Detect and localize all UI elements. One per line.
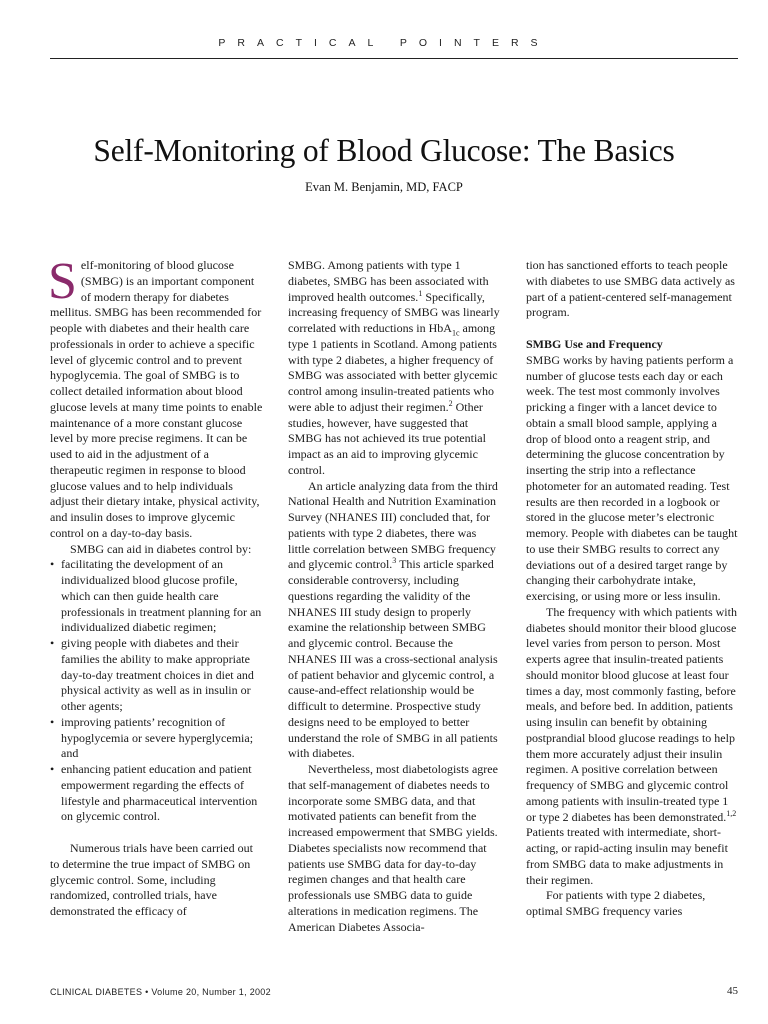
running-header: PRACTICAL POINTERS (218, 37, 550, 49)
section-subheading: SMBG Use and Frequency (526, 337, 663, 351)
intro-paragraph (48, 253, 263, 542)
benefit-list (50, 557, 263, 825)
reference-marker: 1,2 (726, 808, 737, 818)
page-number: 45 (727, 985, 738, 997)
type2-paragraph: For patients with type 2 diabetes, optimal SMBG frequency varies (526, 888, 706, 918)
body-text: Specifically, increasing frequency of SMBG was linearly correlated with reductions in HbA (288, 289, 500, 335)
article-author: Evan M. Benjamin, MD, FACP (305, 180, 463, 194)
body-text: This article sparked considerable controversy, including questions regarding the validity of the NHANES III study design to properly examine the relationship between SMBG and glycemic control. Because the NHANES III was a cross-sectional analysis of patient behavior and glycemic control, a cause-and-effect relationship would be difficult to determine. Prospective study designs need to be employed to better understand the role of SMBG in all patients with diabetes. (288, 557, 498, 761)
trials-paragraph: Numerous trials have been carried out to determine the true impact of SMBG on glycemic control. Some, including randomized, controlled trials, have demonstrated the efficacy of (50, 841, 253, 918)
reference-marker: 2 (448, 398, 453, 408)
column-1 (48, 253, 263, 920)
reference-marker: 1 (418, 288, 423, 298)
paragraph-gap (50, 825, 263, 841)
paragraph-gap (526, 321, 740, 337)
journal-footer: CLINICAL DIABETES • Volume 20, Number 1, 2002 (50, 987, 271, 997)
nhanes-paragraph (288, 479, 501, 763)
frequency-paragraph (526, 605, 740, 889)
intro-text: elf-monitoring of blood glucose (SMBG) is an important component of modern therapy for diabetes mellitus. SMBG has been recommended for people with diabetes and their health care professionals in order to achieve a specific level of glycemic control and to prevent hypoglycemia. The goal of SMBG is to collect detailed information about blood glucose levels at many time points to enable maintenance of a more constant glucose level by more precise regimens. It can be used to aid in the adjustment of a therapeutic regimen in response to blood glucose values and to help individuals adjust their dietary intake, physical activity, and insulin doses to improve glycemic control on a day-to-day basis. (50, 258, 263, 540)
reference-marker: 3 (392, 556, 397, 566)
body-text: Patients treated with intermediate, short-acting, or rapid-acting insulin may benefit from SMBG data to make adjustments in their regimen. (526, 825, 728, 887)
header-rule (50, 58, 738, 59)
column-3 (526, 258, 740, 920)
ada-paragraph: tion has sanctioned efforts to teach people with diabetes to use SMBG data actively as part of a patient-centered self-management program. (526, 258, 735, 320)
list-item: • facilitating the development of an individualized blood glucose profile, which can then guide health care professionals in treatment planning for an individualized diabetic regimen; (50, 557, 263, 636)
list-item: • improving patients’ recognition of hypoglycemia or severe hyperglycemia; and (50, 715, 263, 762)
body-text: An article analyzing data from the third National Health and Nutrition Examination Survey (NHANES III) concluded that, for patients with type 2 diabetes, there was little correlation between SMBG frequency and glycemic control. (288, 478, 498, 572)
how-smbg-works-paragraph: SMBG works by having patients perform a number of glucose tests each day or each week. The test most commonly involves pricking a finger with a lancet device to obtain a small blood sample, applying a drop of blood onto a reagent strip, and determining the glucose concentration by inserting the strip into a reflectance photometer for an automated reading. Test results are then recorded in a logbook or stored in the glucose meter’s electronic memory. People with diabetes can be taught to use their SMBG results to correct any deviations out of a desired target range by changing their carbohydrate intake, exercising, or using more or less insulin. (526, 352, 738, 603)
list-item: • enhancing patient education and patient empowerment regarding the effects of lifestyle and pharmaceutical intervention on glycemic control. (50, 762, 263, 825)
body-text: The frequency with which patients with diabetes should monitor their blood glucose level varies from person to person. Most experts agree that insulin-treated patients should monitor blood glucose at least four times a day, most commonly fasting, before meals, and before bed. In addition, patients using insulin can benefit by obtaining postprandial blood glucose readings to help them more accurately adjust their insulin regimen. A positive correlation between frequency of SMBG and glycemic control among patients with insulin-treated type 1 or type 2 diabetes has been demonstrated. (526, 604, 737, 824)
column-2 (288, 258, 501, 935)
outcomes-paragraph (288, 258, 501, 479)
article-title: Self-Monitoring of Blood Glucose: The Basics (93, 133, 675, 168)
aid-intro: SMBG can aid in diabetes control by: (70, 541, 252, 556)
drop-cap: S (48, 253, 77, 310)
body-text: among type 1 patients in Scotland. Among patients with type 2 diabetes, a higher frequency of SMBG was associated with better glycemic control among insulin-treated patients who were able to adjust their regimen. (288, 321, 498, 414)
diabetologists-paragraph: Nevertheless, most diabetologists agree that self-management of diabetes needs to incorporate some SMBG data, and that motivated patients can benefit from the increased empowerment that SMBG yields. Diabetes specialists now recommend that patients use SMBG data for day-to-day regimen changes and that health care professionals use SMBG data to guide alterations in medication regimens. The American Diabetes Associa- (288, 762, 498, 934)
body-text: Other studies, however, have suggested that SMBG has not achieved its true potential impact as an aid to improving glycemic control. (288, 399, 486, 477)
body-text: SMBG. Among patients with type 1 diabetes, SMBG has been associated with improved health outcomes. (288, 258, 489, 304)
subscript: 1c (451, 328, 460, 338)
list-item: • giving people with diabetes and their families the ability to make appropriate day-to-day treatment choices in diet and physical activity as well as in insulin or other agents; (50, 636, 263, 715)
